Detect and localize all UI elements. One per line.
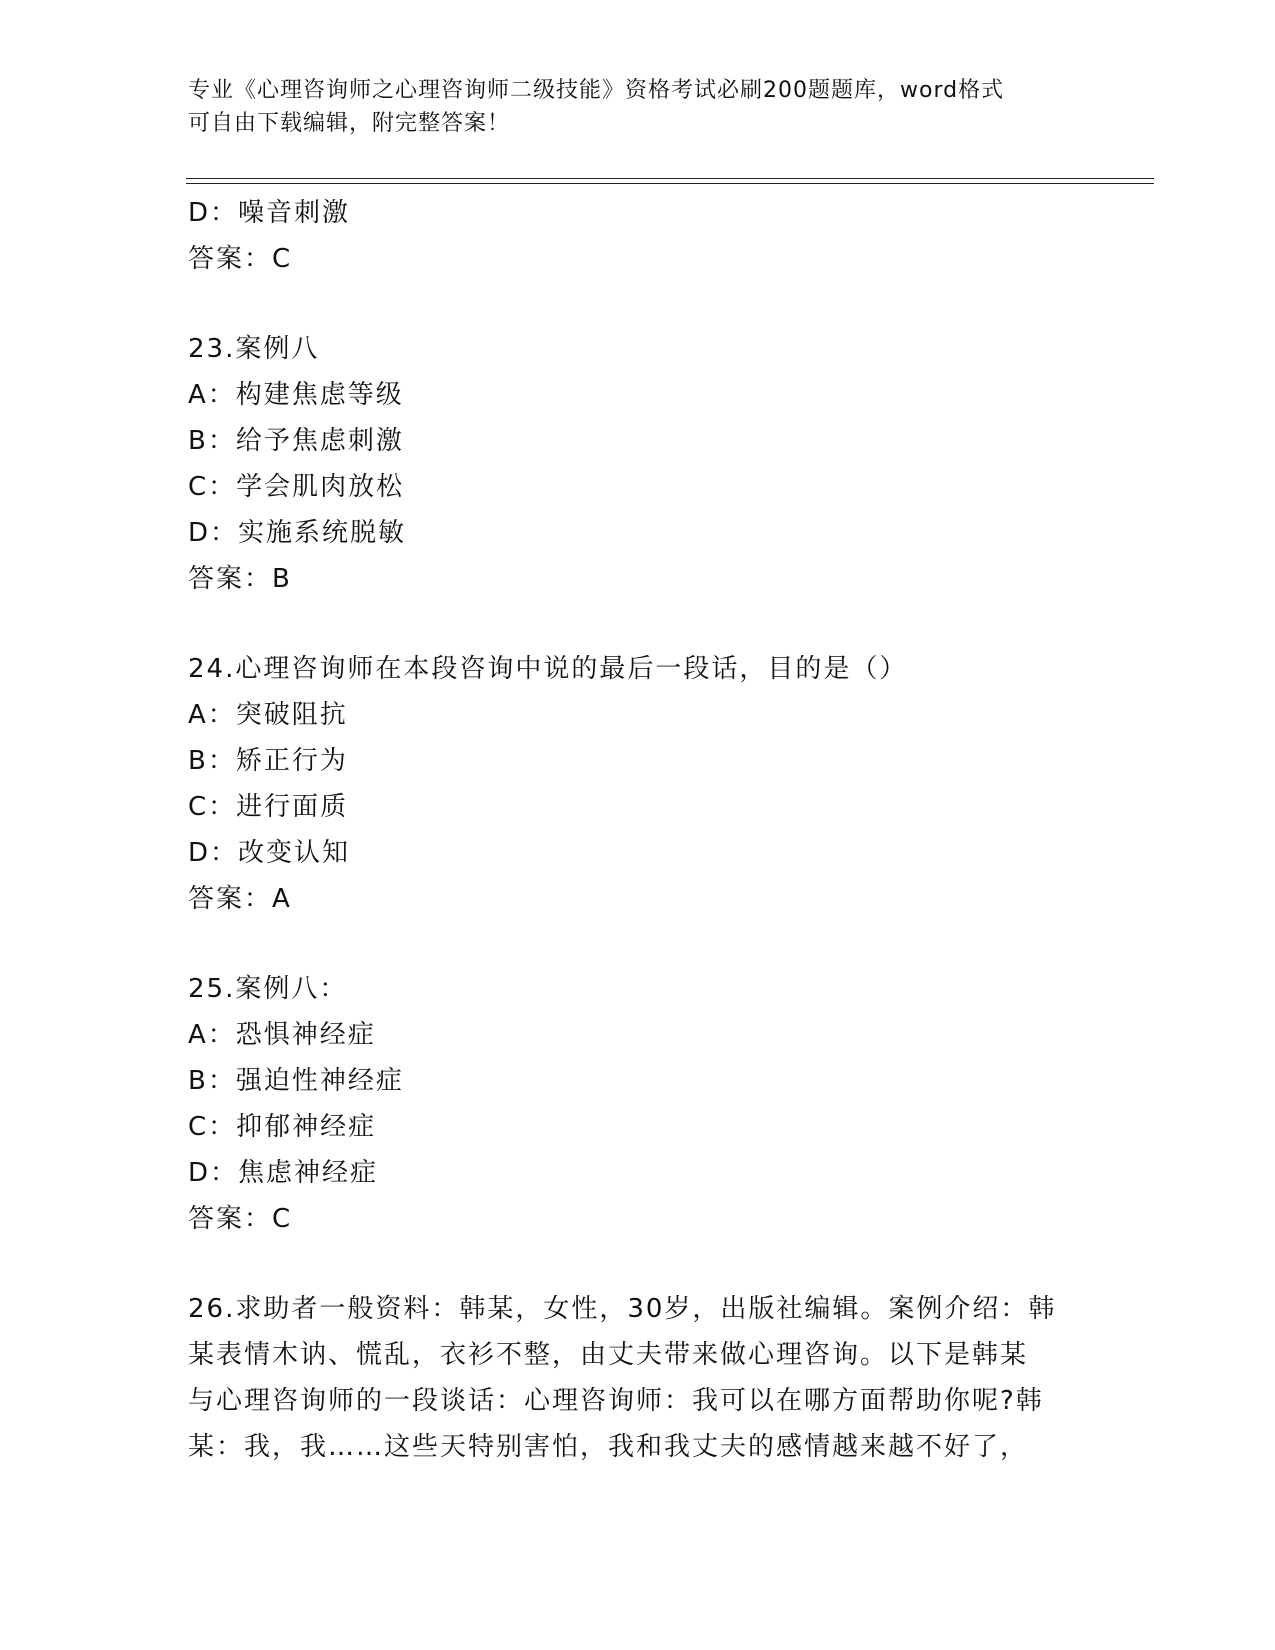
question-23-title: 23.案例八 (188, 334, 320, 364)
spacer (188, 922, 1088, 966)
question-23-option-d: D：实施系统脱敏 (188, 518, 407, 548)
question-25-answer: 答案：C (188, 1204, 293, 1234)
question-23-option-a: A：构建焦虑等级 (188, 380, 404, 410)
previous-option-d: D：噪音刺激 (188, 198, 351, 228)
question-26-line-1: 26.求助者一般资料：韩某，女性，30岁，出版社编辑。案例介绍：韩 (188, 1294, 1057, 1324)
header-divider-bottom (186, 183, 1154, 184)
question-26-line-4: 某：我，我……这些天特别害怕，我和我丈夫的感情越来越不好了， (188, 1432, 1029, 1462)
question-26-line-3: 与心理咨询师的一段谈话：心理咨询师：我可以在哪方面帮助你呢?韩 (188, 1386, 1044, 1416)
question-25-option-d: D：焦虑神经症 (188, 1158, 379, 1188)
question-24-option-d: D：改变认知 (188, 838, 351, 868)
previous-answer: 答案：C (188, 244, 293, 274)
document-header (188, 74, 1068, 140)
header-divider-top (186, 178, 1154, 179)
question-25-option-c: C：抑郁神经症 (188, 1112, 377, 1142)
question-26-body (188, 1286, 1088, 1470)
question-24-option-b: B：矫正行为 (188, 746, 348, 776)
question-24-option-a: A：突破阻抗 (188, 700, 348, 730)
question-23-option-c: C：学会肌肉放松 (188, 472, 405, 502)
question-25-option-a: A：恐惧神经症 (188, 1020, 376, 1050)
header-line-2: 可自由下载编辑，附完整答案！ (188, 111, 511, 136)
question-26-line-2: 某表情木讷、慌乱，衣衫不整，由丈夫带来做心理咨询。以下是韩某 (188, 1340, 1029, 1370)
question-25-title: 25.案例八： (188, 974, 348, 1004)
question-24-title: 24.心理咨询师在本段咨询中说的最后一段话，目的是（） (188, 654, 908, 684)
header-line-1: 专业《心理咨询师之心理咨询师二级技能》资格考试必刷200题题库，word格式 (188, 78, 1005, 103)
question-content (188, 190, 1088, 1470)
question-23-option-b: B：给予焦虑刺激 (188, 426, 404, 456)
question-25-option-b: B：强迫性神经症 (188, 1066, 404, 1096)
question-24-answer: 答案：A (188, 884, 292, 914)
question-24-option-c: C：进行面质 (188, 792, 349, 822)
spacer (188, 602, 1088, 646)
question-23-answer: 答案：B (188, 564, 292, 594)
spacer (188, 282, 1088, 326)
spacer (188, 1242, 1088, 1286)
